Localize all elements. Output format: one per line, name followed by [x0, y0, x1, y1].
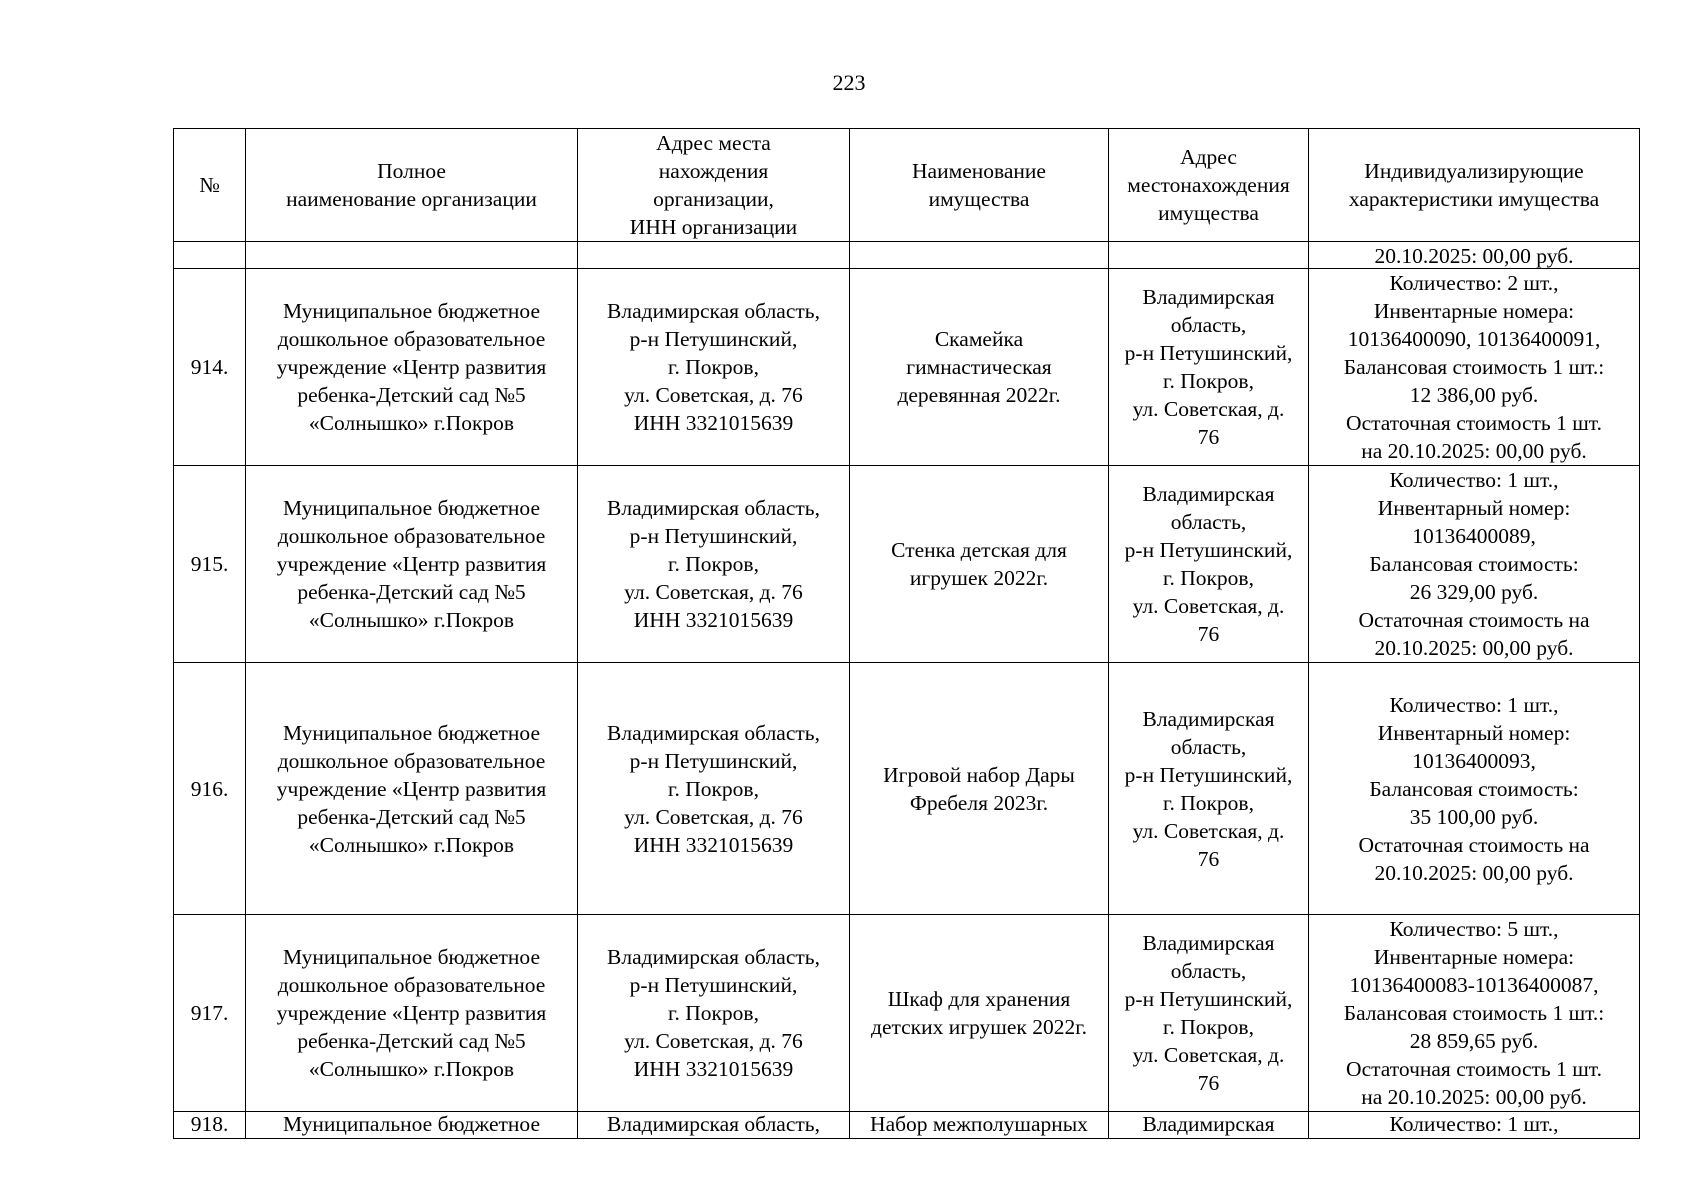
- cell-characteristics: Количество: 5 шт., Инвентарные номера: 10136400083-10136400087, Балансовая стоимость 1 шт.: 28 859,65 руб. Остаточная стоимость 1 шт. на 20.10.2025: 00,00 руб.: [1309, 915, 1640, 1112]
- cell-number: 915.: [174, 466, 246, 663]
- cell-location: Владимирская область, р-н Петушинский, г. Покров, ул. Советская, д. 76: [1109, 466, 1309, 663]
- cell-characteristics: Количество: 1 шт., Инвентарный номер: 10136400089, Балансовая стоимость: 26 329,00 руб. Остаточная стоимость на 20.10.2025: 00,00 руб.: [1309, 466, 1640, 663]
- cell-address: Владимирская область, р-н Петушинский, г. Покров, ул. Советская, д. 76 ИНН 3321015639: [578, 663, 850, 915]
- cell-location: [1109, 242, 1309, 269]
- cell-organization: Муниципальное бюджетное дошкольное образовательное учреждение «Центр развития ребенка-Детский сад №5 «Солнышко» г.Покров: [246, 663, 578, 915]
- cell-property: [850, 242, 1109, 269]
- table-row: [174, 1112, 1640, 1139]
- cell-organization: Муниципальное бюджетное дошкольное образовательное учреждение «Центр развития ребенка-Детский сад №5 «Солнышко» г.Покров: [246, 466, 578, 663]
- header-property-location: Адрес местонахождения имущества: [1109, 129, 1309, 242]
- cell-address: Владимирская область, р-н Петушинский, г. Покров, ул. Советская, д. 76 ИНН 3321015639: [578, 466, 850, 663]
- cell-address: Владимирская область, р-н Петушинский, г. Покров, ул. Советская, д. 76 ИНН 3321015639: [578, 915, 850, 1112]
- table-row: [174, 915, 1640, 1112]
- table-row-continuation: [174, 242, 1640, 269]
- cell-property: Стенка детская для игрушек 2022г.: [850, 466, 1109, 663]
- cell-number: 917.: [174, 915, 246, 1112]
- cell-property: Набор межполушарных: [850, 1112, 1109, 1139]
- cell-property: Шкаф для хранения детских игрушек 2022г.: [850, 915, 1109, 1112]
- cell-number: 914.: [174, 269, 246, 466]
- cell-characteristics: Количество: 1 шт.,: [1309, 1112, 1640, 1139]
- cell-location: Владимирская область, р-н Петушинский, г. Покров, ул. Советская, д. 76: [1109, 663, 1309, 915]
- cell-characteristics: Количество: 1 шт., Инвентарный номер: 10136400093, Балансовая стоимость: 35 100,00 руб. Остаточная стоимость на 20.10.2025: 00,00 руб.: [1309, 663, 1640, 915]
- table-row: [174, 269, 1640, 466]
- cell-characteristics: Количество: 2 шт., Инвентарные номера: 10136400090, 10136400091, Балансовая стоимость 1 шт.: 12 386,00 руб. Остаточная стоимость 1 шт. на 20.10.2025: 00,00 руб.: [1309, 269, 1640, 466]
- cell-location: Владимирская область, р-н Петушинский, г. Покров, ул. Советская, д. 76: [1109, 915, 1309, 1112]
- cell-organization: [246, 242, 578, 269]
- cell-location: Владимирская: [1109, 1112, 1309, 1139]
- cell-address: Владимирская область, р-н Петушинский, г. Покров, ул. Советская, д. 76 ИНН 3321015639: [578, 269, 850, 466]
- header-organization-address: Адрес места нахождения организации, ИНН организации: [578, 129, 850, 242]
- header-organization-name: Полное наименование организации: [246, 129, 578, 242]
- table-row: [174, 663, 1640, 915]
- cell-property: Игровой набор Дары Фребеля 2023г.: [850, 663, 1109, 915]
- property-table: [173, 128, 1640, 1139]
- cell-organization: Муниципальное бюджетное дошкольное образовательное учреждение «Центр развития ребенка-Детский сад №5 «Солнышко» г.Покров: [246, 915, 578, 1112]
- cell-number: 918.: [174, 1112, 246, 1139]
- cell-address: [578, 242, 850, 269]
- cell-number: 916.: [174, 663, 246, 915]
- table-row: [174, 466, 1640, 663]
- cell-location: Владимирская область, р-н Петушинский, г. Покров, ул. Советская, д. 76: [1109, 269, 1309, 466]
- header-number: №: [174, 129, 246, 242]
- cell-organization: Муниципальное бюджетное дошкольное образовательное учреждение «Центр развития ребенка-Детский сад №5 «Солнышко» г.Покров: [246, 269, 578, 466]
- cell-number: [174, 242, 246, 269]
- cell-organization: Муниципальное бюджетное: [246, 1112, 578, 1139]
- cell-characteristics: 20.10.2025: 00,00 руб.: [1309, 242, 1640, 269]
- page-number: 223: [832, 70, 866, 95]
- table-header-row: [174, 129, 1640, 242]
- header-property-name: Наименование имущества: [850, 129, 1109, 242]
- cell-address: Владимирская область,: [578, 1112, 850, 1139]
- header-property-characteristics: Индивидуализирующие характеристики имущества: [1309, 129, 1640, 242]
- cell-property: Скамейка гимнастическая деревянная 2022г.: [850, 269, 1109, 466]
